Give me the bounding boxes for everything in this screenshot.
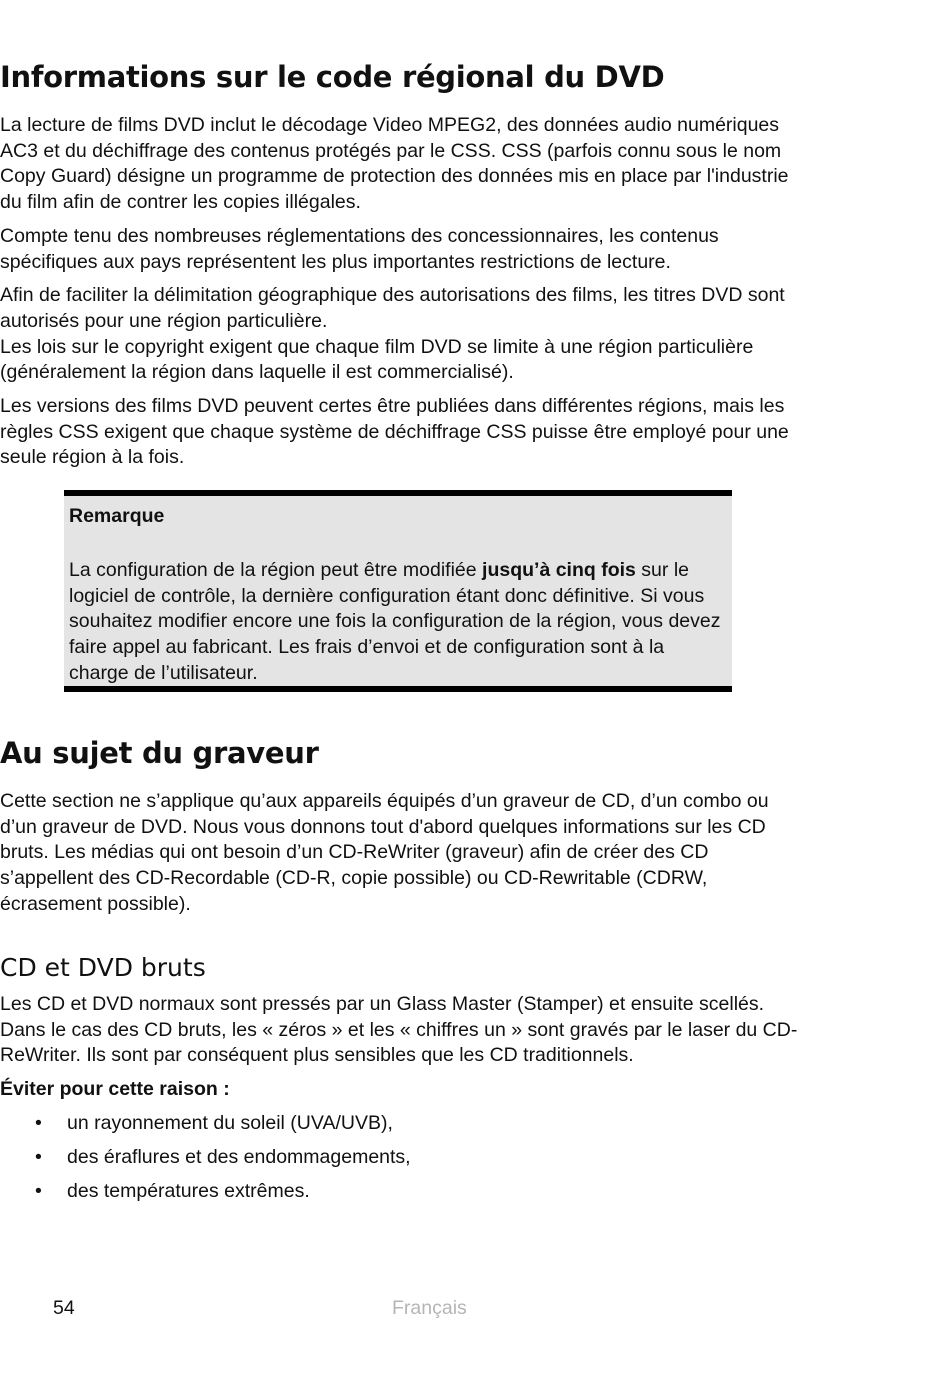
note-title: Remarque <box>69 505 165 527</box>
paragraph: Compte tenu des nombreuses réglementations des concessionnaires, les contenus spécifiques aux pays représentent les plus importantes restrictions de lecture. <box>0 224 719 273</box>
note-text <box>69 558 726 687</box>
footer-language: Français <box>392 1297 467 1319</box>
paragraph: Les versions des films DVD peuvent certes être publiées dans différentes régions, mais les règles CSS exigent que chaque système de déchiffrage CSS puisse être employé pour une seule région à la fois. <box>0 395 789 469</box>
note-box <box>64 490 732 692</box>
burner-body <box>0 789 800 926</box>
note-text-part: La configuration de la région peut être modifiée <box>69 559 483 581</box>
note-text-emphasis: jusqu’à cinq fois <box>482 559 636 581</box>
section-title-burner: Au sujet du graveur <box>0 736 319 770</box>
list-item-text: un rayonnement du soleil (UVA/UVB), <box>67 1112 393 1135</box>
note-text-part: sur le logiciel de contrôle, la dernière configuration étant donc définitive. Si vous souhaitez modifier encore une fois la configuration de la région, vous devez faire appel au fabricant. Les frais d’envoi et de configuration sont à la charge de l’utilisateur. <box>69 559 721 684</box>
list-item <box>0 1179 800 1204</box>
paragraph: Cette section ne s’applique qu’aux appareils équipés d’un graveur de CD, d’un combo ou d’un graveur de DVD. Nous vous donnons tout d'abord quelques informations sur les CD bruts. Les médias qui ont besoin d’un CD-ReWriter (graveur) afin de créer des CD s’appellent des CD-Recordable (CD-R, copie possible) ou CD-Rewritable (CDRW, écrasement possible). <box>0 790 769 915</box>
paragraph: Les lois sur le copyright exigent que chaque film DVD se limite à une région particulière (généralement la région dans laquelle il est commercialisé). <box>0 335 754 384</box>
page-number: 54 <box>53 1297 75 1319</box>
bullet-icon: • <box>35 1180 42 1203</box>
list-item-text: des éraflures et des endommagements, <box>67 1146 411 1169</box>
paragraph: La lecture de films DVD inclut le décodage Video MPEG2, des données audio numériques AC3 et du déchiffrage des contenus protégés par le CSS. CSS (parfois connu sous le nom Copy Guard) désigne un programme de protection des données mis en place par l'industrie du film afin de contrer les copies illégales. <box>0 114 789 214</box>
subsection-title-blank-media: CD et DVD bruts <box>0 953 206 982</box>
list-item-text: des températures extrêmes. <box>67 1180 310 1203</box>
blank-media-body <box>0 992 800 1213</box>
bullet-icon: • <box>35 1112 42 1135</box>
bullet-icon: • <box>35 1146 42 1169</box>
paragraph: Les CD et DVD normaux sont pressés par un Glass Master (Stamper) et ensuite scellés. Dans le cas des CD bruts, les « zéros » et les « chiffres un » sont gravés par le laser du CD-ReWriter. Ils sont par conséquent plus sensibles que les CD traditionnels. <box>0 993 798 1067</box>
paragraph: Afin de faciliter la délimitation géographique des autorisations des films, les titres DVD sont autorisés pour une région particulière. <box>0 284 785 332</box>
list-item <box>0 1145 800 1170</box>
avoid-list <box>0 1111 800 1204</box>
region-code-body <box>0 113 800 479</box>
avoid-heading: Éviter pour cette raison : <box>0 1078 230 1101</box>
list-item <box>0 1111 800 1136</box>
section-title-region-code: Informations sur le code régional du DVD <box>0 60 665 94</box>
